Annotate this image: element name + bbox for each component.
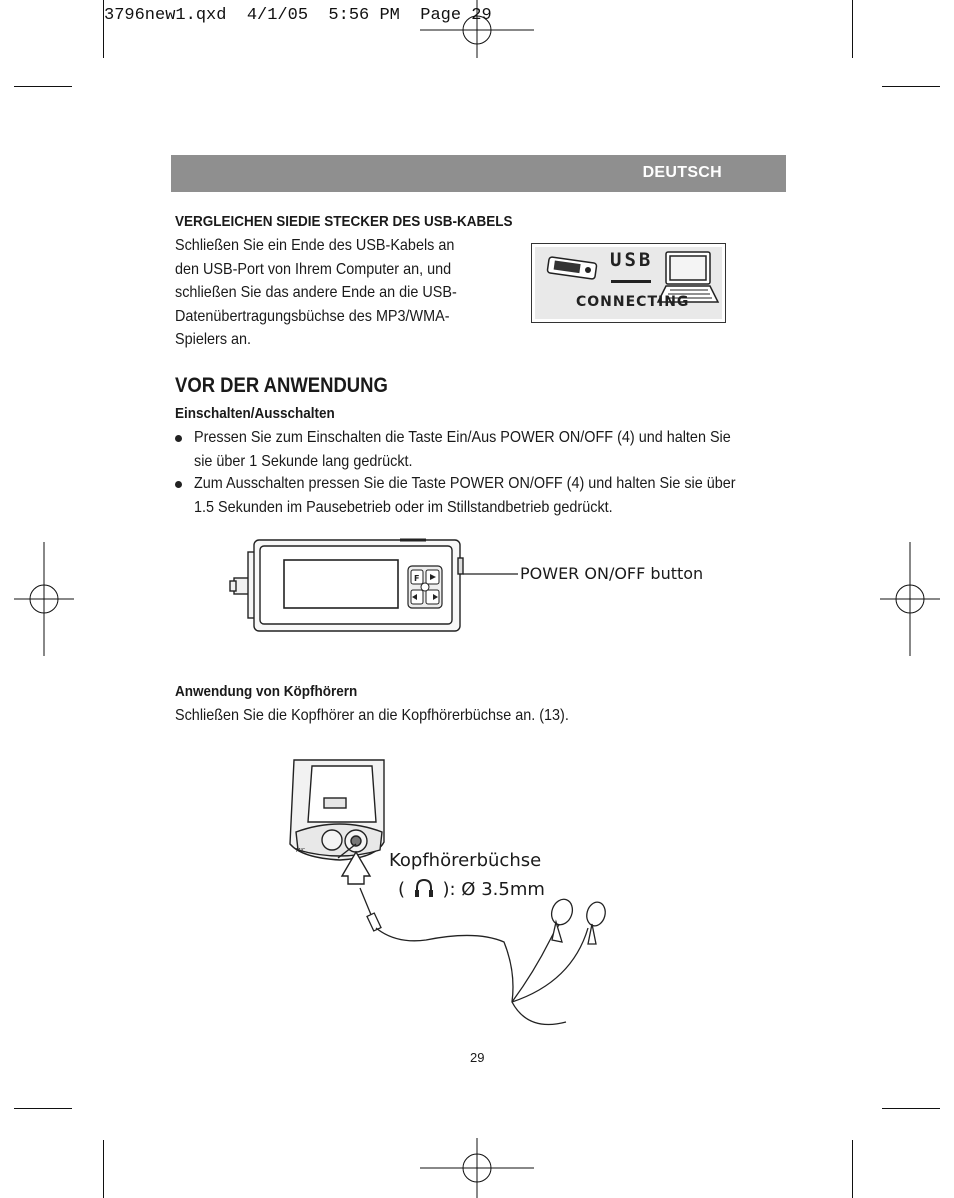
- usb-connecting-screen: [531, 243, 726, 323]
- connecting-text: CONNECTING: [576, 294, 690, 310]
- headphone-jack-spec: ( ): Ø 3.5mm: [398, 879, 545, 900]
- power-button-callout: POWER ON/OFF button: [520, 564, 704, 583]
- slug-line: 3796new1.qxd 4/1/05 5:56 PM Page 29: [104, 6, 492, 25]
- language-label: DEUTSCH: [642, 164, 722, 181]
- bullet-dot: [175, 481, 182, 488]
- usb-text: USB: [610, 249, 654, 271]
- connector-line: [611, 280, 651, 283]
- bullet-dot: [175, 435, 182, 442]
- mini-player-icon: [546, 254, 602, 282]
- mic-label: MIC: [296, 848, 306, 854]
- language-header-bar: [171, 155, 786, 192]
- f-button-label: F: [414, 574, 420, 583]
- mp3-player-illustration: [226, 534, 526, 634]
- headphone-icon: [413, 878, 435, 898]
- before-use-title: VOR DER ANWENDUNG: [175, 374, 388, 397]
- headphones-title: Anwendung von Köpfhörern: [175, 683, 358, 700]
- page-number: 29: [470, 1050, 485, 1065]
- headphone-jack-label: Kopfhörerbüchse: [389, 850, 542, 871]
- usb-section-text: Schließen Sie ein Ende des USB-Kabels an den USB-Port von Ihrem Computer an, und schließen Sie das andere Ende an die USB- Datenübertragungsbüchse des MP3/WMA- Spielers an.: [175, 237, 457, 348]
- power-subtitle: Einschalten/Ausschalten: [175, 405, 335, 422]
- headphones-text: Schließen Sie die Kopfhörer an die Kopfhörerbüchse an. (13).: [175, 707, 569, 724]
- usb-section-title: VERGLEICHEN SIEDIE STECKER DES USB-KABELS: [175, 213, 513, 230]
